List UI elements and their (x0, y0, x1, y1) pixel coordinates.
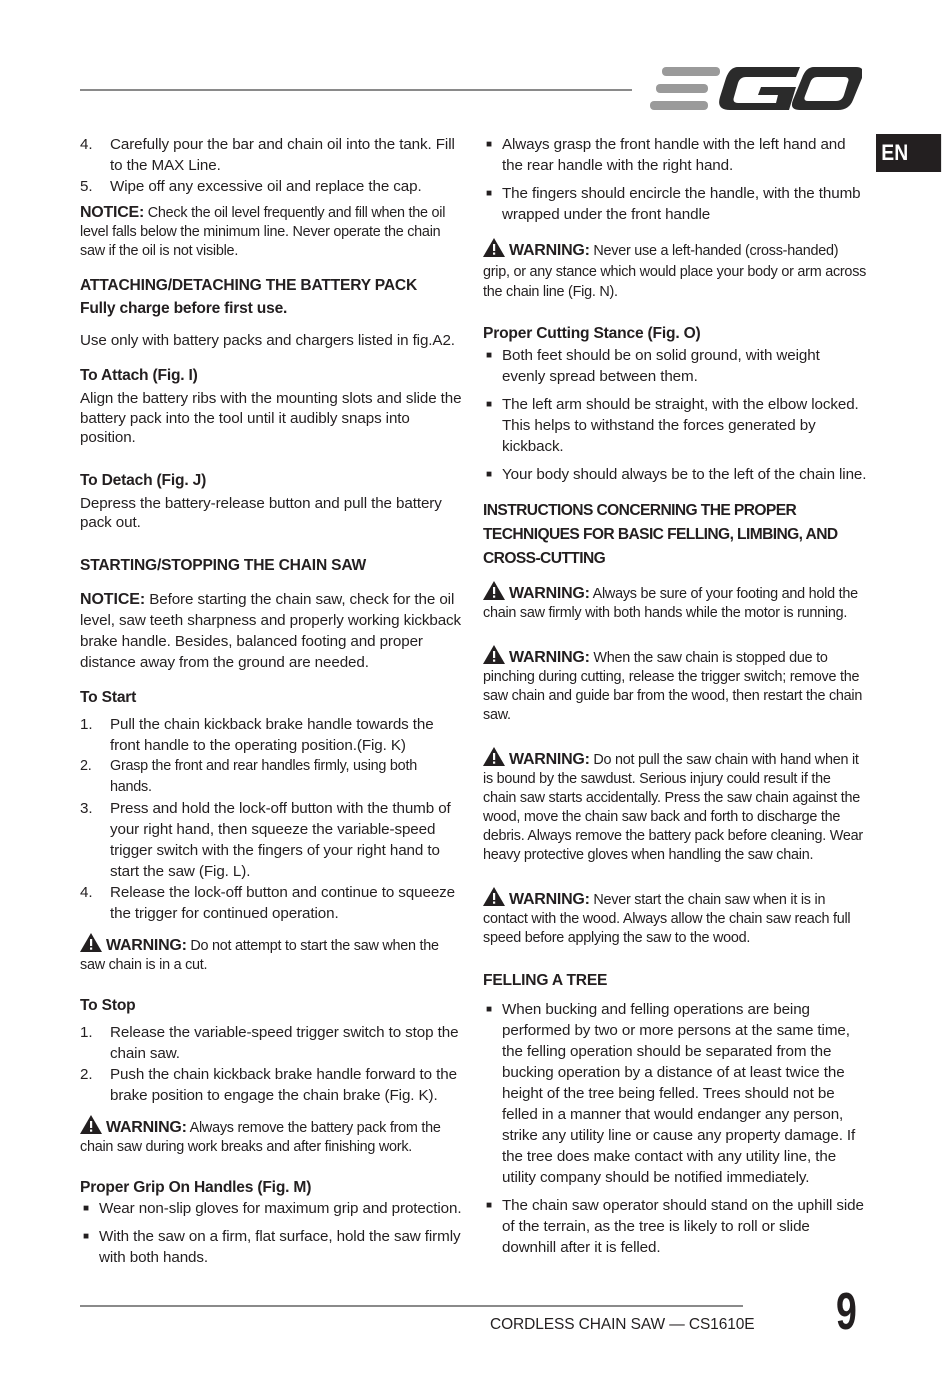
bullet-icon: ■ (486, 349, 492, 361)
header-rule (80, 89, 632, 91)
footer-rule (80, 1305, 743, 1307)
list-item: 5. Wipe off any excessive oil and replace the cap. (80, 178, 422, 195)
section-heading: STARTING/STOPPING THE CHAIN SAW (80, 556, 367, 574)
warning-box: WARNING: Always be sure of your footing and hold the chain saw firmly with both hands while the motor is running. (483, 581, 867, 623)
list-item: 2. Grasp the front and rear handles firmly, using both hands. (80, 757, 417, 795)
warning-icon (483, 887, 505, 906)
section-heading: INSTRUCTIONS CONCERNING THE PROPER TECHNIQUES FOR BASIC FELLING, LIMBING, AND CROSS-CUTTING (483, 501, 838, 567)
list-item: 2. Push the chain kickback brake handle forward to the brake position to engage the chain brake (Fig. K). (80, 1065, 457, 1104)
bullet-icon: ■ (486, 398, 492, 410)
notice-oil: NOTICE: Check the oil level frequently and fill when the oil level falls below the minimum line. Never operate the chain saw if the oil is not visible. (80, 204, 446, 259)
paragraph: Align the battery ribs with the mounting slots and slide the battery pack into the tool until it audibly snaps into position. (80, 390, 462, 446)
paragraph: Depress the battery-release button and pull the battery pack out. (80, 494, 442, 531)
warning-box: WARNING: Do not attempt to start the saw when the saw chain is in a cut. (80, 933, 462, 975)
subheading: Proper Grip On Handles (Fig. M) (80, 1178, 312, 1196)
warning-box: WARNING: When the saw chain is stopped due to pinching during cutting, release the trigger switch; remove the saw chain and guide bar from the wood, then restart the chain saw. (483, 645, 867, 725)
language-tab: EN (876, 134, 941, 172)
subheading: To Stop (80, 996, 136, 1014)
list-item: ■ Your body should always be to the left of the chain line. (483, 464, 867, 485)
bullet-icon: ■ (83, 1202, 89, 1214)
bullet-icon: ■ (486, 139, 492, 150)
footer-product: CORDLESS CHAIN SAW — CS1610E (490, 1316, 755, 1333)
warning-box: WARNING: Never use a left-handed (cross-handed) grip, or any stance which would place your body or arm across the chain line (Fig. N). (483, 238, 867, 303)
list-item: 1. Release the variable-speed trigger switch to stop the chain saw. (80, 1023, 459, 1062)
bullet-icon: ■ (486, 1199, 492, 1211)
ego-logo (650, 64, 862, 114)
list-item: ■ Both feet should be on solid ground, with weight evenly spread between them. (483, 345, 867, 387)
warning-icon (80, 1115, 102, 1134)
warning-icon (483, 238, 505, 257)
notice-start: NOTICE: Before starting the chain saw, check for the oil level, saw teeth sharpness and properly working kickback brake handle. Besides, balanced footing and proper distance away from the ground are needed. (80, 590, 462, 671)
bullet-icon: ■ (486, 1003, 492, 1015)
subheading: To Attach (Fig. I) (80, 367, 198, 384)
bullet-icon: ■ (83, 1230, 89, 1242)
warning-icon (483, 747, 505, 766)
list-item: 1. Pull the chain kickback brake handle towards the front handle to the operating position.(Fig. K) (80, 715, 434, 754)
list-item: 3. Press and hold the lock-off button with the thumb of your right hand, then squeeze the variable-speed trigger switch with the fingers of your right hand to start the saw (Fig. L). (80, 799, 451, 880)
bullet-icon: ■ (486, 188, 492, 199)
warning-box: WARNING: Never start the chain saw when it is in contact with the wood. Always allow the chain saw reach full speed before applying the saw to the wood. (483, 887, 867, 948)
stop-steps-list (80, 1022, 462, 1106)
list-item: ■ Always grasp the front handle with the left hand and the rear handle with the right hand. (483, 134, 867, 176)
start-steps-list (80, 714, 462, 924)
list-item: ■ With the saw on a firm, flat surface, hold the saw firmly with both hands. (80, 1226, 462, 1268)
warning-icon (483, 645, 505, 664)
list-item: ■ The chain saw operator should stand on the uphill side of the terrain, as the tree is likely to roll or slide downhill after it is felled. (483, 1195, 867, 1258)
list-item: ■ The fingers should encircle the handle, with the thumb wrapped under the front handle (483, 183, 867, 225)
warning-icon (483, 581, 505, 600)
subheading: Proper Cutting Stance (Fig. O) (483, 324, 701, 342)
paragraph: Use only with battery packs and chargers listed in fig.A2. (80, 332, 455, 349)
left-column (80, 134, 462, 1268)
warning-box: WARNING: Always remove the battery pack from the chain saw during work breaks and after finishing work. (80, 1115, 462, 1157)
page-number: 9 (836, 1283, 857, 1341)
subheading: Fully charge before first use. (80, 300, 288, 317)
subheading: To Detach (Fig. J) (80, 471, 207, 489)
list-item: ■ The left arm should be straight, with the elbow locked. This helps to withstand the forces generated by kickback. (483, 394, 867, 457)
list-item: ■ Wear non-slip gloves for maximum grip and protection. (80, 1198, 462, 1219)
list-item: 4. Carefully pour the bar and chain oil into the tank. Fill to the MAX Line. (80, 136, 455, 174)
warning-box: WARNING: Do not pull the saw chain with hand when it is bound by the sawdust. Serious injury could result if the chain saw starts accidentally. Press the saw chain against the wood, move the chain saw back and forth to discharge the debris. Always remove the battery pack before cleaning. Wear heavy protective gloves when handling the saw chain. (483, 747, 867, 865)
section-heading: ATTACHING/DETACHING THE BATTERY PACK (80, 277, 418, 294)
section-heading: FELLING A TREE (483, 971, 608, 989)
bullet-icon: ■ (486, 468, 492, 480)
right-column (483, 134, 867, 1258)
subheading: To Start (80, 688, 137, 706)
warning-icon (80, 933, 102, 952)
list-item: ■ When bucking and felling operations are being performed by two or more persons at the same time, the felling operation should be separated from the bucking operation by a distance of at least twice the height of the tree being felled. Trees should not be felled in a manner that would endanger any person, strike any utility line or cause any property damage. If the tree does make contact with any utility line, the utility company should be notified immediately. (483, 999, 867, 1188)
list-item: 4. Release the lock-off button and continue to squeeze the trigger for continued operation. (80, 883, 456, 922)
